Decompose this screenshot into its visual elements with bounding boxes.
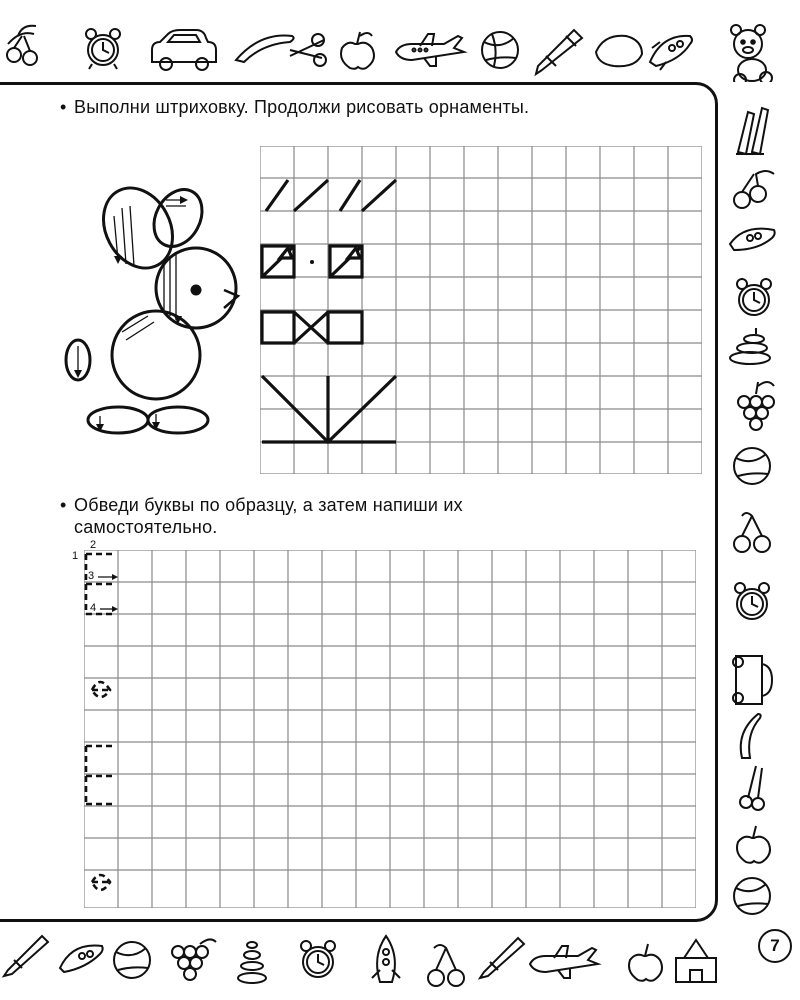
teddy-bear-icon	[731, 25, 772, 82]
airplane-icon	[396, 34, 464, 66]
rabbit-figure	[56, 180, 256, 440]
cherries-icon	[7, 26, 37, 65]
castle-blocks-icon	[676, 940, 716, 982]
banana-icon	[741, 714, 761, 758]
exercise-1-instruction	[60, 96, 529, 118]
exercise-1-instruction-text: Выполни штриховку. Продолжи рисовать орнаменты.	[74, 97, 530, 117]
stroke-number-2: 2	[90, 539, 97, 551]
lemon-icon	[596, 36, 642, 66]
bullet-icon: •	[60, 97, 67, 117]
apple-icon	[629, 944, 662, 981]
page-number: 7	[758, 929, 792, 963]
pyramid-toy-icon	[730, 328, 770, 364]
letter-writing-grid[interactable]	[84, 550, 696, 908]
bullet-icon: •	[60, 495, 67, 515]
car-icon	[733, 656, 772, 704]
alarm-clock-icon	[735, 583, 769, 619]
grapes-icon	[738, 382, 774, 430]
right-icon-strip	[718, 82, 800, 922]
exercise-2-instruction	[60, 494, 580, 538]
car-icon	[152, 30, 216, 70]
alarm-clock-icon	[737, 279, 771, 315]
rocket-icon	[730, 229, 775, 250]
stroke-number-3: 3	[88, 570, 95, 582]
apple-icon	[737, 826, 770, 863]
ball-icon	[482, 32, 518, 68]
ball-icon	[734, 878, 770, 914]
crayon-icon	[536, 30, 582, 74]
stroke-number-1: 1	[72, 550, 79, 562]
crayons-icon	[736, 108, 768, 154]
stroke-number-4: 4	[90, 602, 97, 614]
alarm-clock-icon	[86, 29, 120, 69]
rocket-icon	[372, 936, 400, 982]
ball-icon	[734, 448, 770, 484]
crayon-icon	[480, 938, 524, 978]
crayon-icon	[4, 936, 48, 976]
rocket-icon	[60, 945, 103, 972]
top-icon-strip	[0, 0, 800, 82]
bottom-icon-strip	[0, 922, 750, 1000]
scissors-icon	[740, 766, 764, 810]
apple-icon	[341, 32, 374, 69]
ball-icon	[114, 942, 150, 978]
banana-icon	[236, 36, 294, 63]
cherries-icon	[428, 945, 464, 986]
exercise-2-instruction-line1: Обведи буквы по образцу, а затем напиши их	[74, 495, 463, 515]
pyramid-toy-icon	[238, 942, 266, 983]
ornament-pattern	[262, 180, 396, 442]
exercise-2-instruction-line2: самостоятельно.	[74, 517, 218, 537]
grapes-icon	[172, 939, 216, 980]
cherries-icon	[734, 171, 774, 208]
scissors-icon	[290, 34, 326, 66]
airplane-icon	[530, 946, 598, 978]
ornament-grid[interactable]	[260, 146, 702, 474]
cherries-icon	[734, 513, 770, 552]
alarm-clock-icon	[301, 941, 335, 977]
rocket-icon	[650, 36, 692, 70]
